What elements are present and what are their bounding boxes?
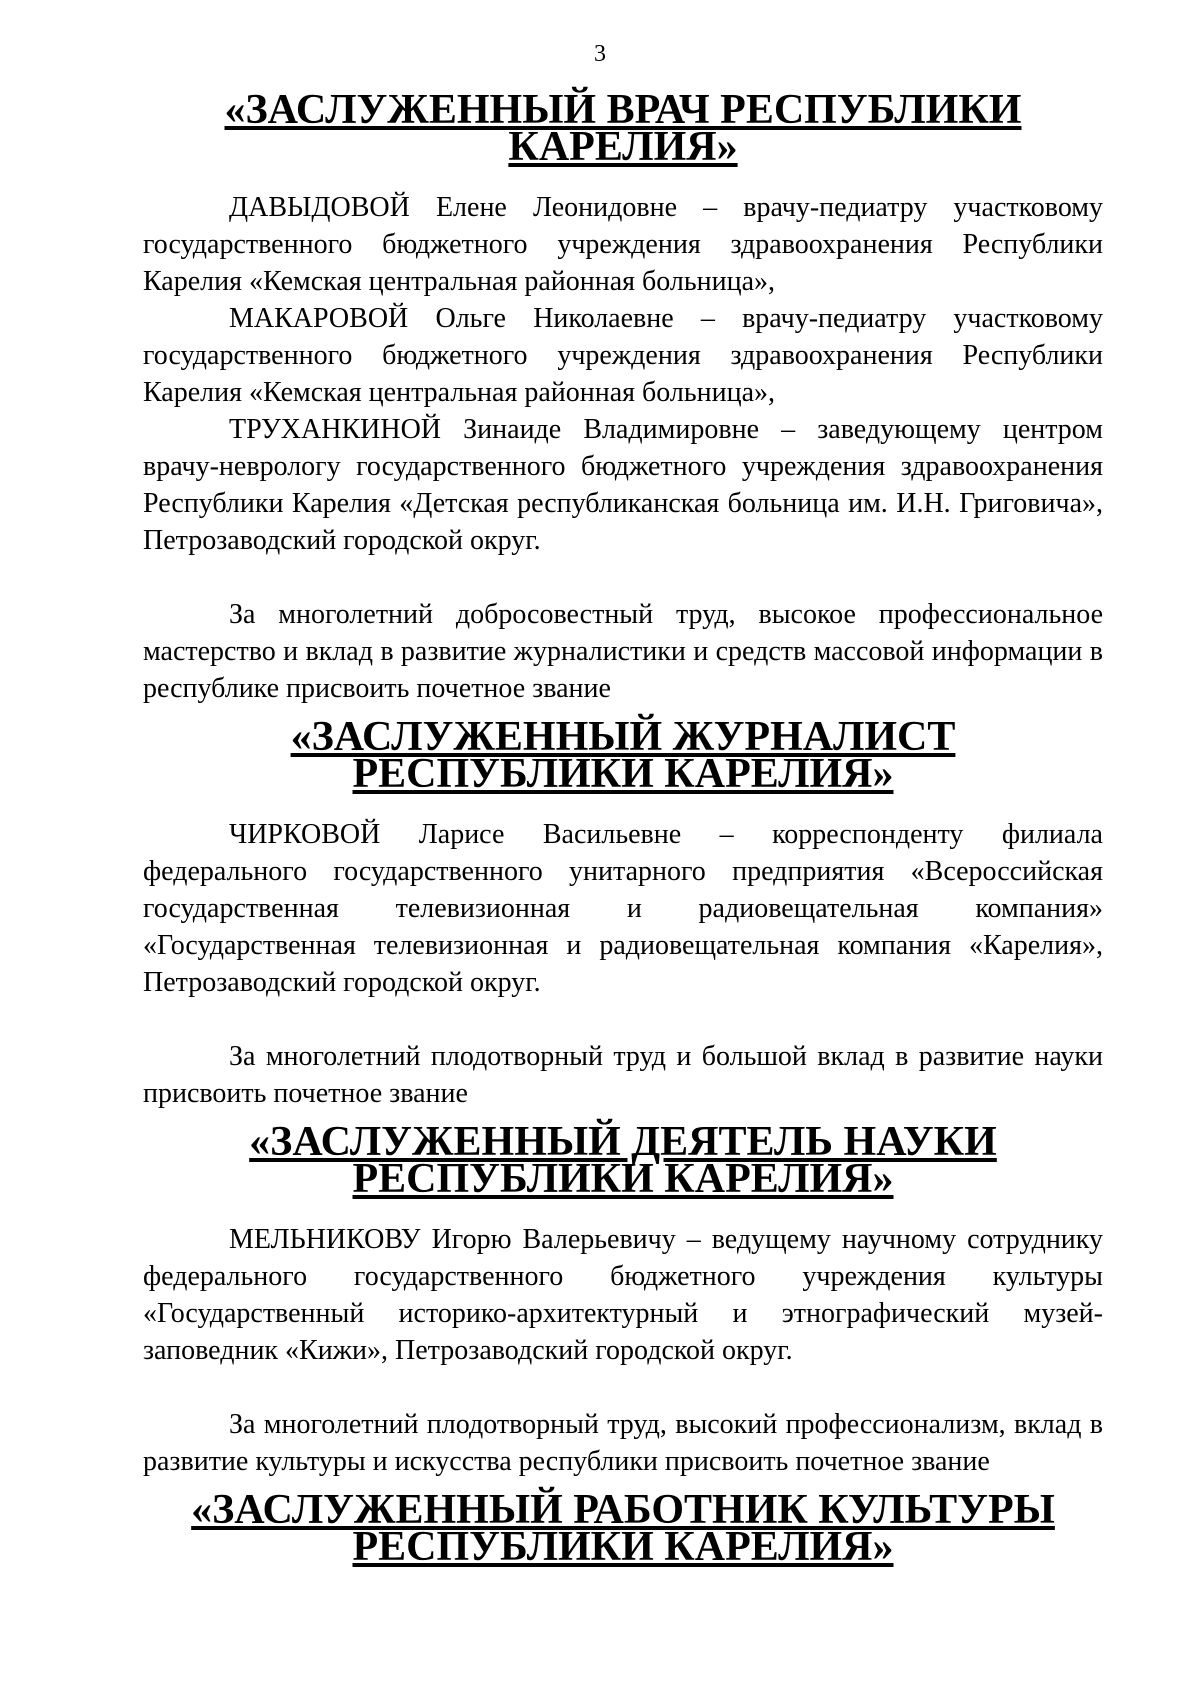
- award-title-science: [143, 1119, 1103, 1202]
- award-title-line: «ЗАСЛУЖЕННЫЙ РАБОТНИК КУЛЬТУРЫ: [191, 1487, 1055, 1533]
- page-number: 3: [594, 41, 606, 67]
- recipient-paragraph: ЧИРКОВОЙ Ларисе Васильевне – корреспонденту филиала федерального государственного унитарного предприятия «Всероссийская государственная телевизионная и радиовещательная компания» «Государственная телевизионная и радиовещательная компания «Карелия», Петрозаводский городской округ.: [143, 819, 1103, 998]
- award-title-line: «ЗАСЛУЖЕННЫЙ ЖУРНАЛИСТ РЕСПУБЛИКИ КАРЕЛИЯ»: [290, 714, 956, 797]
- award-intro-paragraph: За многолетний плодотворный труд и большой вклад в развитие науки присвоить почетное звание: [143, 1041, 1103, 1109]
- award-title-line: РЕСПУБЛИКИ КАРЕЛИЯ»: [352, 1524, 894, 1570]
- award-intro-paragraph: За многолетний плодотворный труд, высокий профессионализм, вклад в развитие культуры и искусства республики присвоить почетное звание: [143, 1409, 1103, 1477]
- award-title-journalist: [143, 714, 1103, 797]
- recipient-paragraph: ТРУХАНКИНОЙ Зинаиде Владимировне – заведующему центром врачу-неврологу государственного бюджетного учреждения здравоохранения Республики Карелия «Детская республиканская больница им. И.Н. Григовича», Петрозаводский городской округ.: [143, 414, 1103, 556]
- recipient-paragraph: ДАВЫДОВОЙ Елене Леонидовне – врачу-педиатру участковому государственного бюджетного учреждения здравоохранения Республики Карелия «Кемская центральная районная больница»,: [143, 192, 1103, 297]
- award-title-doctor: [143, 87, 1103, 170]
- recipient-paragraph: МЕЛЬНИКОВУ Игорю Валерьевичу – ведущему научному сотруднику федерального государственного бюджетного учреждения культуры «Государственный историко-архитектурный и этнографический музей-заповедник «Кижи», Петрозаводский городской округ.: [143, 1224, 1103, 1366]
- document-body: [143, 87, 1103, 1570]
- award-title-line: «ЗАСЛУЖЕННЫЙ ВРАЧ РЕСПУБЛИКИ КАРЕЛИЯ»: [224, 87, 1022, 170]
- award-intro-paragraph: За многолетний добросовестный труд, высокое профессиональное мастерство и вклад в развитие журналистики и средств массовой информации в республике присвоить почетное звание: [143, 599, 1103, 704]
- award-title-line: РЕСПУБЛИКИ КАРЕЛИЯ»: [352, 1156, 894, 1202]
- recipient-paragraph: МАКАРОВОЙ Ольге Николаевне – врачу-педиатру участковому государственного бюджетного учреждения здравоохранения Республики Карелия «Кемская центральная районная больница»,: [143, 303, 1103, 408]
- award-title-culture: [143, 1487, 1103, 1570]
- award-title-line: «ЗАСЛУЖЕННЫЙ ДЕЯТЕЛЬ НАУКИ: [249, 1119, 997, 1165]
